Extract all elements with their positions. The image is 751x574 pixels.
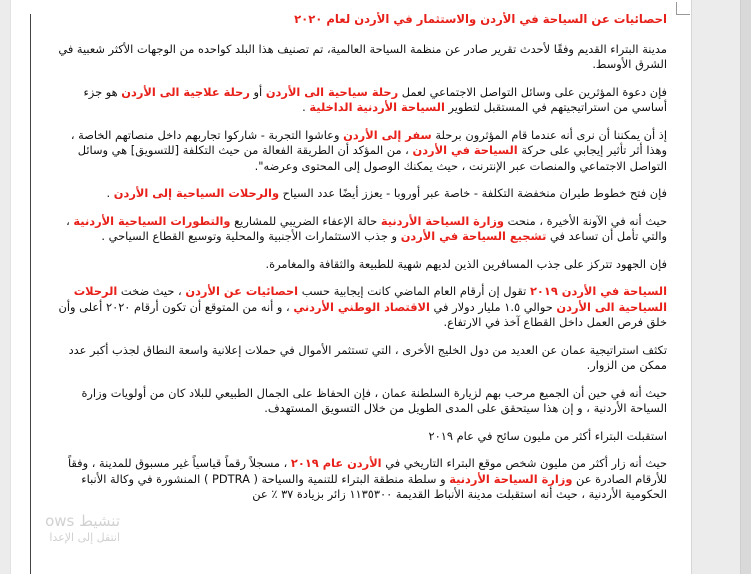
activation-watermark — [0, 512, 120, 546]
paragraph-text: حيث أنه في حين أن الجميع مرحب بهم لزيارة السلطنة عمان ، فإن الحفاظ على الجمال الطبيعي للبلاد كان من أولويات وزارة السياحة الأردنية ، و إن هذا سيتحقق على المدى الطويل من خلال التسويق المستهدف. — [81, 385, 667, 415]
paragraph — [47, 386, 667, 417]
paragraph-text: حيث أنه زار أكثر من مليون شخص موقع البتراء التاريخي في — [381, 456, 667, 470]
paragraph-text: . — [302, 100, 310, 114]
highlighted-keyword: الاقتصاد الوطني الأردني — [293, 299, 430, 314]
paragraph-text: أو — [249, 84, 266, 99]
paragraph-text: . — [106, 186, 114, 200]
page-corner-mark — [676, 14, 690, 15]
paragraph-text: و سلطة منطقة البتراء للتنمية والسياحة ( PDTRA ) المنشورة في وكالة الأنباء الحكومية الأردنية ، حيث أنه استقبلت مدينة الأنباط القديمة ١١٣٥٣٠٠ زائر بزيادة ٣٧ ٪ عن — [81, 471, 667, 501]
highlighted-keyword: احصائيات عن الأردن — [185, 284, 299, 298]
paragraph-text: ، من المؤكد أن الطريقة الفعالة من حيث التكلفة [للتسويق] هي وسائل التواصل الاجتماعي والمنصات عبر الإنترنت ، حيث يمكنك الوصول إلى المحتوى وعرضه". — [77, 143, 667, 173]
highlighted-keyword: والتطورات السياحية الأردنية — [73, 213, 231, 228]
paragraph — [47, 257, 667, 273]
paragraph-text: إذ أن يمكننا أن نرى أنه عندما قام المؤثرون برحلة — [431, 127, 667, 142]
paragraph-text: حوالي ١.٥ مليار دولار في — [429, 299, 557, 314]
paragraph-text: فإن فتح خطوط طيران منخفضة التكلفة - خاصة عبر أوروبا - يعزز أيضًا عدد السياح — [279, 186, 667, 200]
paragraph-text: هو جزء أساسي من استراتيجيتهم في المستقبل لتطوير — [83, 84, 667, 114]
highlighted-keyword: سفر إلى الأردن — [343, 127, 432, 142]
highlighted-keyword: السياحة في الأردن ٢٠١٩ — [529, 284, 667, 298]
paragraph-text: استقبلت البتراء أكثر من مليون سائح في عام ٢٠١٩ — [428, 428, 667, 443]
highlighted-keyword: الرحلات السياحية الى الأردن — [73, 284, 667, 314]
page-margin-line — [30, 14, 31, 574]
page-corner-mark-vertical — [676, 2, 677, 14]
paragraph-text: ، والتي تأمل أن تساعد في — [66, 213, 667, 243]
highlighted-keyword: رحلة علاجية الى الأردن — [121, 84, 250, 99]
paragraph-text: تقول إن أرقام العام الماضي كانت إيجابية حسب — [298, 284, 530, 298]
paragraph — [47, 214, 667, 245]
highlighted-keyword: وزارة السياحة الأردنية — [380, 213, 505, 228]
watermark-line-1: تنشيط ows — [45, 512, 120, 530]
paragraph-text: فإن الجهود تتركز على جذب المسافرين الذين لديهم شهية للطبيعة والثقافة والمغامرة. — [265, 256, 667, 271]
watermark-line-2: انتقل إلى الإعدا — [49, 531, 120, 544]
highlighted-keyword: تشجيع السياحة في الأردن — [400, 229, 547, 243]
paragraph — [47, 186, 667, 202]
paragraph — [47, 343, 667, 374]
paragraph-text: مدينة البتراء القديم وفقًا لأحدث تقرير صادر عن منظمة السياحة العالمية، تم تصنيف هذا البلد كواحده من الوجهات الأكثر شعبية في الشرق الأوسط. — [58, 41, 667, 71]
paragraph-text: حيث أنه في الآونة الأخيرة ، منحت — [504, 213, 667, 228]
paragraph — [47, 128, 667, 175]
paragraph-text: حالة الإعفاء الضريبي للمشاريع — [230, 213, 381, 228]
highlighted-keyword: السياحة في الأردن — [412, 143, 518, 157]
paragraph-text: ، حيث ضخت — [117, 284, 186, 298]
highlighted-keyword: السياحة الأردنية الداخلية — [309, 100, 445, 114]
paragraph — [47, 456, 667, 503]
paragraph-text: ، و أنه من المتوقع أن تكون أرقام ٢٠٢٠ أعلى وأن خلق فرص العمل داخل القطاع آخذ في الارتفاع. — [58, 299, 667, 329]
paragraph-text: و جذب الاستثمارات الأجنبية والمحلية وتوسيع القطاع السياحي . — [101, 229, 401, 243]
paragraph — [47, 85, 667, 116]
paragraph-text: وعاشوا التجربة - شاركوا تجاربهم داخل منصاتهم الخاصة ، وهذا أثر تأثير إيجابي على حركة — [70, 127, 667, 157]
document-page — [10, 0, 692, 574]
document-body[interactable] — [47, 12, 667, 515]
vertical-scrollbar[interactable] — [740, 0, 751, 574]
paragraph — [47, 42, 667, 73]
paragraph — [47, 429, 667, 445]
paragraph-text: تكثف استراتيجية عمان عن العديد من دول الخليج الأخرى ، التي تستثمر الأموال في حملات إعلانية واسعة النطاق لجذب أكبر عدد ممكن من الزوار. — [68, 342, 667, 372]
highlighted-keyword: الأردن عام ٢٠١٩ — [290, 456, 382, 470]
document-title: احصائيات عن السياحة في الأردن والاستثمار في الأردن لعام ٢٠٢٠ — [294, 12, 667, 26]
paragraph — [47, 284, 667, 331]
paragraph-text: فإن دعوة المؤثرين على وسائل التواصل الاجتماعي لعمل — [398, 84, 667, 99]
highlighted-keyword: والرحلات السياحية إلى الأردن — [113, 186, 280, 200]
paragraph-text: ، مسجلاً رقماً قياسياً غير مسبوق للمدينة ، وفقاً للأرقام الصادرة عن — [67, 456, 667, 486]
highlighted-keyword: رحلة سياحية الى الأردن — [265, 84, 399, 99]
highlighted-keyword: وزارة السياحة الأردنية — [449, 471, 573, 486]
